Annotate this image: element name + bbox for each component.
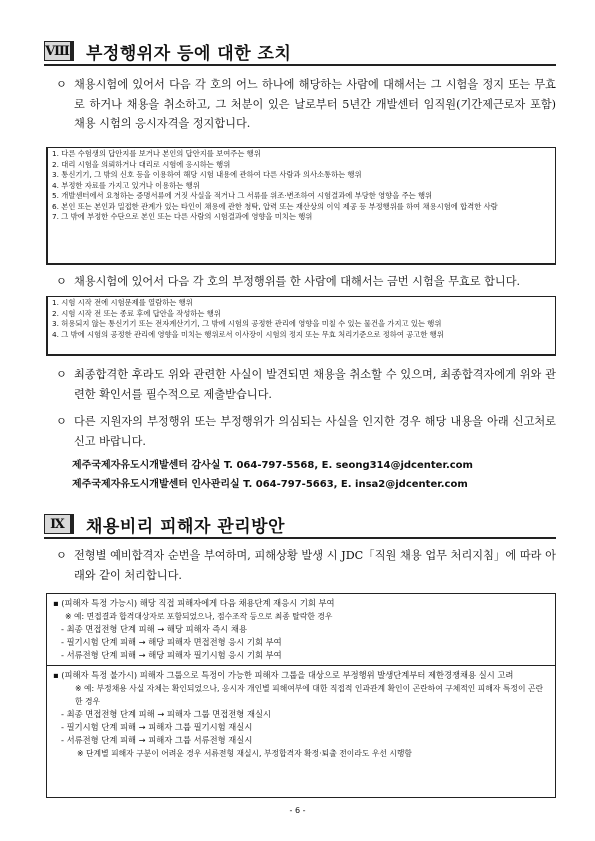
section9-para1-text: 전형별 예비합격자 순번을 부여하며, 피해상황 발생 시 JDC「직원 채용 업무 처리지침」에 따라 아래와 같이 처리합니다.: [74, 549, 556, 582]
case2-note: ※ 예: 부정채용 사실 자체는 확인되었으나, 응시자 개인별 피해여부에 대한 직접적 인과관계 확인이 곤란하여 구체적인 피해자 특정이 곤란한 경우: [75, 684, 544, 706]
section8-underline: [44, 64, 556, 66]
section8-para1: [56, 75, 556, 134]
contact-hr: 제주국제자유도시개발센터 인사관리실 T. 064-797-5663, E. insa2@jdcenter.com: [72, 479, 468, 490]
section9-title: 채용비리 피해자 관리방안: [86, 516, 285, 537]
case1-item: - 최종 면접전형 단계 피해 → 해당 피해자 즉시 채용: [61, 624, 247, 634]
case2-item: - 필기시험 단계 피해 → 피해자 그룹 필기시험 재실시: [61, 722, 253, 732]
list2-item: 2. 시험 시작 전 또는 종료 후에 답안을 작성하는 행위: [52, 308, 221, 318]
section8-header: [44, 40, 291, 62]
section9-header: [44, 513, 285, 535]
list2-item: 4. 그 밖에 시험의 공정한 관리에 영향을 미치는 행위로서 이사장이 시험의 정지 또는 무효 처리기준으로 정하여 공고한 행위: [52, 329, 444, 339]
page-number: - 6 -: [289, 806, 306, 815]
bullet-icon: ㅇ: [56, 549, 67, 562]
list1-item: 6. 본인 또는 본인과 밀접한 관계가 있는 타인이 채용에 관한 청탁, 압력 또는 재산상의 이익 제공 등 부정행위를 하여 채용시험에 합격한 사람: [52, 201, 498, 211]
list1-item: 7. 그 밖에 부정한 수단으로 본인 또는 다른 사람의 시험결과에 영향을 미치는 행위: [52, 212, 313, 221]
victim-management-box: [46, 593, 556, 798]
section8-title: 부정행위자 등에 대한 조치: [86, 43, 292, 64]
section9-underline: [44, 537, 556, 539]
list2-item: 3. 허용되지 않는 통신기기 또는 전자계산기기, 그 밖에 시험의 공정한 관리에 영향을 미칠 수 있는 물건을 가지고 있는 행위: [52, 319, 442, 328]
case2-item: - 최종 면접전형 단계 피해 → 피해자 그룹 면접전형 재실시: [61, 709, 272, 719]
list1-item: 4. 부정한 자료를 가지고 있거나 이용하는 행위: [52, 180, 200, 190]
case1-note: ※ 예: 면접결과 합격대상자로 포함되었으나, 점수조작 등으로 최종 탈락한 경우: [65, 612, 333, 621]
case1-item: - 필기시험 단계 피해 → 해당 피해자 면접전형 응시 기회 부여: [61, 637, 282, 647]
case2-item: - 서류전형 단계 피해 → 피해자 그룹 서류전형 재실시: [61, 735, 253, 745]
case2-heading: ▪ (피해자 특정 불가시) 피해자 그룹으로 특정이 가능한 피해자 그룹을 대상으로 부정행위 발생단계부터 제한경쟁채용 실시 고려: [53, 670, 514, 680]
list1-item: 1. 다른 수험생의 답안지를 보거나 본인의 답안지를 보여주는 행위: [52, 149, 261, 158]
section8-para2-text: 채용시험에 있어서 다음 각 호의 부정행위를 한 사람에 대해서는 금번 시험을 무효로 합니다.: [74, 275, 521, 288]
bullet-icon: ㅇ: [56, 78, 67, 91]
section8-para1-text: 채용시험에 있어서 다음 각 호의 어느 하나에 해당하는 사람에 대해서는 그 시험을 정지 또는 무효로 하거나 채용을 취소하고, 그 처분이 있은 날로부터 5년간 개발센터 임직원(기간제근로자 포함) 채용 시험의 응시자격을 정지합니다.: [74, 78, 556, 130]
bullet-icon: ㅇ: [56, 368, 67, 381]
list1-item: 3. 통신기기, 그 밖의 신호 등을 이용하여 해당 시험 내용에 관하여 다른 사람과 의사소통하는 행위: [52, 170, 362, 179]
misconduct-list-2: [46, 296, 556, 356]
section9-para1: [56, 546, 556, 585]
section8-para3-text: 최종합격한 후라도 위와 관련한 사실이 발견되면 채용을 취소할 수 있으며, 최종합격자에게 위와 관련한 확인서를 필수적으로 제출받습니다.: [74, 368, 556, 401]
case1-heading: ▪ (피해자 특정 가능시) 해당 직접 피해자에게 다음 채용단계 재응시 기회 부여: [53, 598, 335, 608]
section8-para4-text: 다른 지원자의 부정행위 또는 부정행위가 의심되는 사실을 인지한 경우 해당 내용을 아래 신고처로 신고 바랍니다.: [74, 415, 556, 448]
case2-tail-note: ※ 단계별 피해자 구분이 어려운 경우 서류전형 재실시, 부정합격자 확정·퇴출 전이라도 우선 시행함: [77, 749, 412, 758]
contact-audit: 제주국제자유도시개발센터 감사실 T. 064-797-5568, E. seong314@jdcenter.com: [72, 460, 473, 471]
section8-number: Ⅷ: [44, 41, 74, 61]
list2-item: 1. 시험 시작 전에 시험문제를 열람하는 행위: [52, 298, 193, 307]
box-divider: [47, 665, 555, 666]
bullet-icon: ㅇ: [56, 275, 67, 288]
section8-para2: [56, 272, 556, 292]
section8-para4: [56, 412, 556, 451]
section8-para3: [56, 365, 556, 404]
misconduct-list-1: [46, 147, 556, 265]
list1-item: 2. 대리 시험을 의뢰하거나 대리로 시험에 응시하는 행위: [52, 159, 231, 169]
list1-item: 5. 개발센터에서 요청하는 증명서류에 거짓 사실을 적거나 그 서류를 위조·변조하여 시험결과에 부당한 영향을 주는 행위: [52, 191, 433, 200]
case1-item: - 서류전형 단계 피해 → 해당 피해자 필기시험 응시 기회 부여: [61, 650, 282, 660]
section9-number: Ⅸ: [44, 514, 74, 534]
bullet-icon: ㅇ: [56, 415, 67, 428]
